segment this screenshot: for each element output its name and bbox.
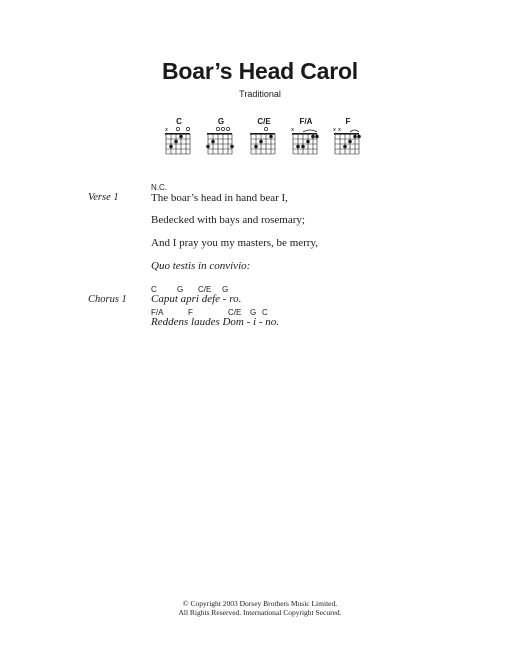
lyric-line: Quo testis in convivio:	[151, 260, 251, 272]
chord-finger-dot	[315, 135, 319, 139]
chord-finger-dot	[343, 145, 347, 149]
chord-finger-dot	[306, 140, 310, 144]
copyright-line: © Copyright 2003 Dorsey Brothers Music Limited.	[182, 599, 338, 608]
chord-diagram-f-a	[286, 117, 326, 155]
copyright-notice	[0, 599, 520, 617]
chord-finger-dot	[169, 145, 173, 149]
chord-symbol: C/E	[228, 308, 242, 317]
chord-finger-dot	[348, 140, 352, 144]
chord-diagram-c-e	[244, 117, 284, 155]
chord-muted-marker: x	[333, 127, 336, 133]
chord-grid-f	[328, 126, 368, 156]
chord-name: C/E	[257, 117, 271, 126]
chord-diagram-g	[201, 117, 241, 155]
section-label-chorus: Chorus 1	[88, 294, 127, 305]
chord-name: F/A	[299, 117, 313, 126]
chord-symbol: F/A	[151, 308, 164, 317]
chord-finger-dot	[301, 145, 305, 149]
chord-finger-dot	[174, 140, 178, 144]
chord-finger-dot	[254, 145, 258, 149]
chord-finger-dot	[259, 140, 263, 144]
chord-open-marker	[216, 127, 219, 130]
chord-symbol: C	[151, 285, 157, 294]
chord-muted-marker: x	[165, 127, 168, 133]
chord-barre-arc	[350, 130, 359, 132]
chord-finger-dot	[296, 145, 300, 149]
lyric-line: The boar’s head in hand bear I,	[151, 192, 288, 204]
chord-symbol: G	[177, 285, 184, 294]
chord-finger-dot	[206, 145, 210, 149]
chord-grid-f-a	[286, 126, 326, 156]
chord-finger-dot	[179, 135, 183, 139]
intro-chord: N.C.	[151, 183, 167, 192]
chord-symbol: F	[188, 308, 193, 317]
chord-symbol: G	[250, 308, 257, 317]
chord-grid-g	[201, 126, 241, 156]
lyric-line: Caput apri defe - ro.	[151, 293, 242, 305]
chord-finger-dot	[211, 140, 215, 144]
song-title: Boar’s Head Carol	[162, 58, 358, 84]
chord-finger-dot	[230, 145, 234, 149]
chord-symbol: C	[262, 308, 268, 317]
lyric-line: Bedecked with bays and rosemary;	[151, 214, 305, 226]
song-subtitle: Traditional	[239, 89, 281, 99]
chord-name: C	[176, 117, 182, 126]
chord-muted-marker: x	[338, 127, 341, 133]
chord-grid-c-e	[244, 126, 284, 156]
chord-open-marker	[176, 127, 179, 130]
chord-name: F	[345, 117, 351, 126]
chord-open-marker	[186, 127, 189, 130]
chord-finger-dot	[269, 135, 273, 139]
chord-diagram-c	[159, 117, 199, 155]
chord-finger-dot	[353, 135, 357, 139]
lyric-line: And I pray you my masters, be merry,	[151, 237, 318, 249]
lyric-line: Reddens laudes Dom - i - no.	[151, 316, 280, 328]
chord-name: G	[217, 117, 225, 126]
chord-open-marker	[221, 127, 224, 130]
chord-symbol: G	[222, 285, 229, 294]
chord-muted-marker: x	[291, 127, 294, 133]
chord-open-marker	[264, 127, 267, 130]
chord-barre-arc	[303, 130, 317, 132]
chord-symbol: C/E	[198, 285, 212, 294]
chord-finger-dot	[311, 135, 315, 139]
chord-finger-dot	[357, 135, 361, 139]
copyright-line: All Rights Reserved. International Copyright Secured.	[178, 608, 342, 617]
chord-grid-c	[159, 126, 199, 156]
section-label-verse: Verse 1	[88, 192, 119, 203]
chord-diagram-f	[328, 117, 368, 155]
chord-open-marker	[226, 127, 229, 130]
